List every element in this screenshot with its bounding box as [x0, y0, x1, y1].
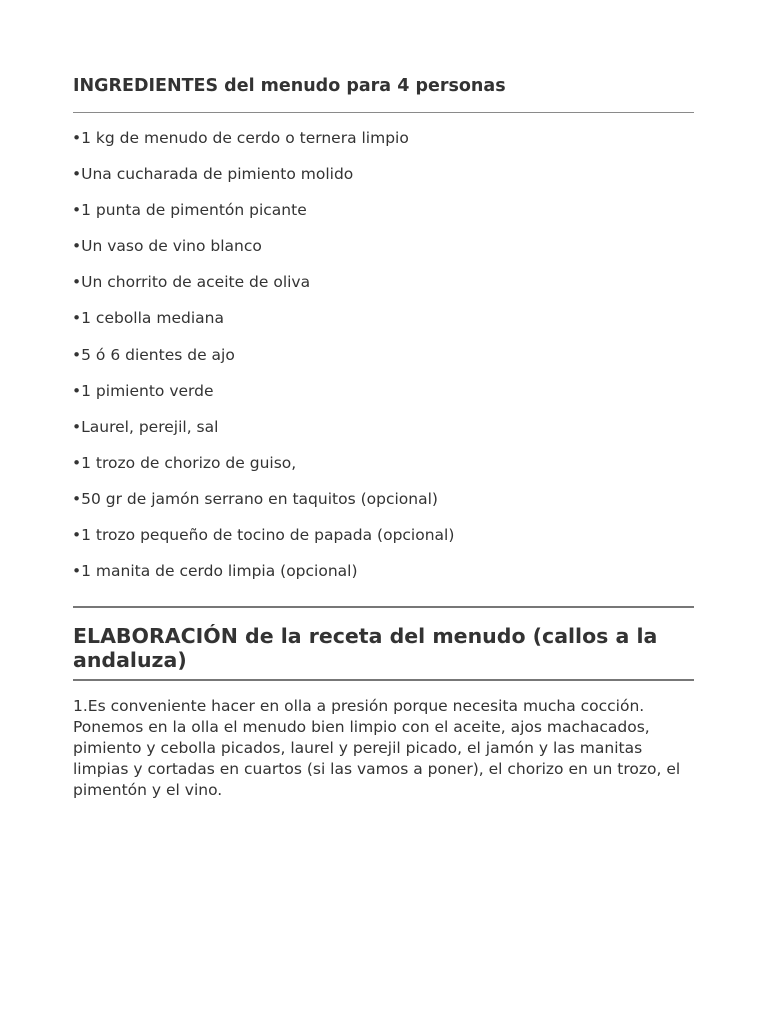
- ingredients-divider: [73, 112, 694, 113]
- ingredient-item: •1 cebolla mediana: [72, 309, 224, 328]
- ingredient-item: •50 gr de jamón serrano en taquitos (opcional): [72, 489, 438, 508]
- ingredients-title: INGREDIENTES del menudo para 4 personas: [73, 76, 506, 96]
- ingredient-item: •Un vaso de vino blanco: [72, 237, 262, 256]
- ingredient-item: •Un chorrito de aceite de oliva: [72, 273, 311, 292]
- section-divider: [73, 606, 694, 608]
- ingredient-item: •1 manita de cerdo limpia (opcional): [72, 562, 358, 581]
- ingredient-item: •1 kg de menudo de cerdo o ternera limpio: [72, 129, 409, 147]
- ingredient-item: •1 trozo pequeño de tocino de papada (opcional): [72, 526, 455, 545]
- ingredient-item: •1 pimiento verde: [72, 381, 214, 400]
- ingredient-item: •1 trozo de chorizo de guiso,: [72, 453, 297, 472]
- elaboration-title: ELABORACIÓN de la receta del menudo (callos a la andaluza): [73, 624, 658, 672]
- ingredient-item: •5 ó 6 dientes de ajo: [72, 345, 235, 364]
- ingredient-list: [72, 129, 454, 598]
- elaboration-divider: [73, 679, 694, 681]
- elaboration-step: 1.Es conveniente hacer en olla a presión porque necesita mucha cocción. Ponemos en la olla el menudo bien limpio con el aceite, ajos machacados, pimiento y cebolla picados, laurel y perejil picado, el jamón y las manitas limpias y cortadas en cuartos (si las vamos a poner), el chorizo en un trozo, el pimentón y el vino.: [73, 697, 681, 799]
- ingredient-item: •1 punta de pimentón picante: [72, 201, 307, 220]
- ingredient-item: •Laurel, perejil, sal: [72, 417, 219, 436]
- ingredient-item: •Una cucharada de pimiento molido: [72, 165, 354, 184]
